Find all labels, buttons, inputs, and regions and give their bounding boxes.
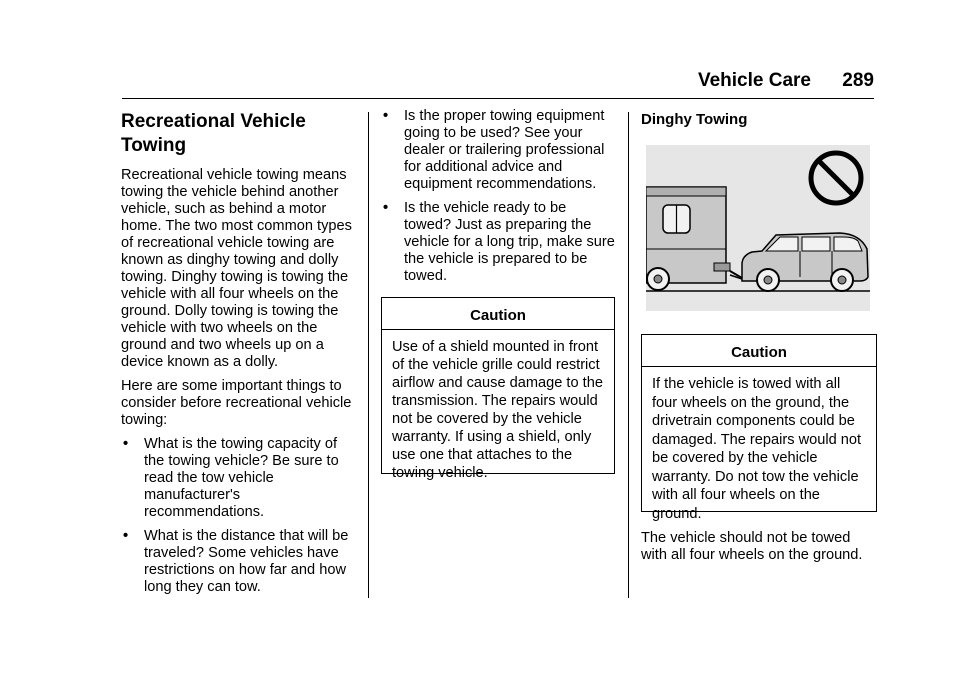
bullet-list-2 — [381, 108, 615, 285]
bullet-glyph: • — [383, 200, 389, 216]
section-heading: Recreational Vehicle Towing — [121, 111, 306, 156]
page-number: 289 — [842, 70, 874, 91]
illustration-svg — [646, 145, 870, 311]
column-1 — [121, 108, 359, 603]
dinghy-towing-heading: Dinghy Towing — [641, 111, 748, 128]
bullet-glyph: • — [383, 108, 389, 124]
caution-text: If the vehicle is towed with all four wheels on the ground, the drivetrain components could be damaged. The repairs would not be covered by the vehicle warranty. Do not tow the vehicle with all four wheels on the ground. — [652, 376, 862, 522]
intro-paragraph: Recreational vehicle towing means towing the vehicle behind another vehicle, such as behind a motor home. The two most common types of recreational vehicle towing are known as dinghy towing and dolly towing. Dinghy towing is towing the vehicle with all four wheels on the ground. Dolly towing is towing the vehicle with two wheels on the ground and two wheels up on a device known as a dolly. — [121, 167, 352, 370]
motor-home-graphic — [646, 187, 730, 290]
bullet-text: Is the vehicle ready to be towed? Just as preparing the vehicle for a long trip, make sure the vehicle is prepared to be towed. — [404, 200, 615, 284]
list-item — [381, 200, 615, 285]
consider-paragraph: Here are some important things to consider before recreational vehicle towing: — [121, 378, 352, 428]
dinghy-note-paragraph: The vehicle should not be towed with all four wheels on the ground. — [641, 530, 863, 563]
bullet-list-1 — [121, 436, 359, 596]
bullet-text: What is the distance that will be traveled? Some vehicles have restrictions on how far and how long they can tow. — [144, 528, 349, 595]
column-divider-right — [628, 112, 629, 598]
page-header — [698, 70, 874, 92]
list-item — [381, 108, 615, 193]
column-divider-left — [368, 112, 369, 598]
caution-box-shield — [381, 297, 615, 481]
caution-divider — [642, 366, 876, 367]
caution-text: Use of a shield mounted in front of the vehicle grille could restrict airflow and cause damage to the transmission. The repairs would not be covered by the vehicle warranty. If using a shield, only use one that attaches to the towing vehicle. — [392, 339, 603, 481]
caution-box-dinghy — [641, 334, 877, 522]
column-3 — [641, 108, 877, 571]
column-2 — [381, 108, 615, 481]
bullet-glyph: • — [123, 436, 129, 452]
caution-title: Caution — [470, 307, 526, 324]
list-item — [121, 436, 359, 521]
header-rule — [122, 98, 874, 99]
bullet-text: What is the towing capacity of the towing vehicle? Be sure to read the tow vehicle manufacturer's recommendations. — [144, 436, 339, 520]
dinghy-towing-illustration — [646, 145, 870, 311]
caution-title: Caution — [731, 344, 787, 361]
bullet-glyph: • — [123, 528, 129, 544]
caution-divider — [382, 329, 614, 330]
bullet-text: Is the proper towing equipment going to be used? See your dealer or trailering professional for additional advice and equipment recommendations. — [404, 108, 605, 192]
section-title: Vehicle Care — [697, 70, 812, 91]
list-item — [121, 528, 359, 596]
